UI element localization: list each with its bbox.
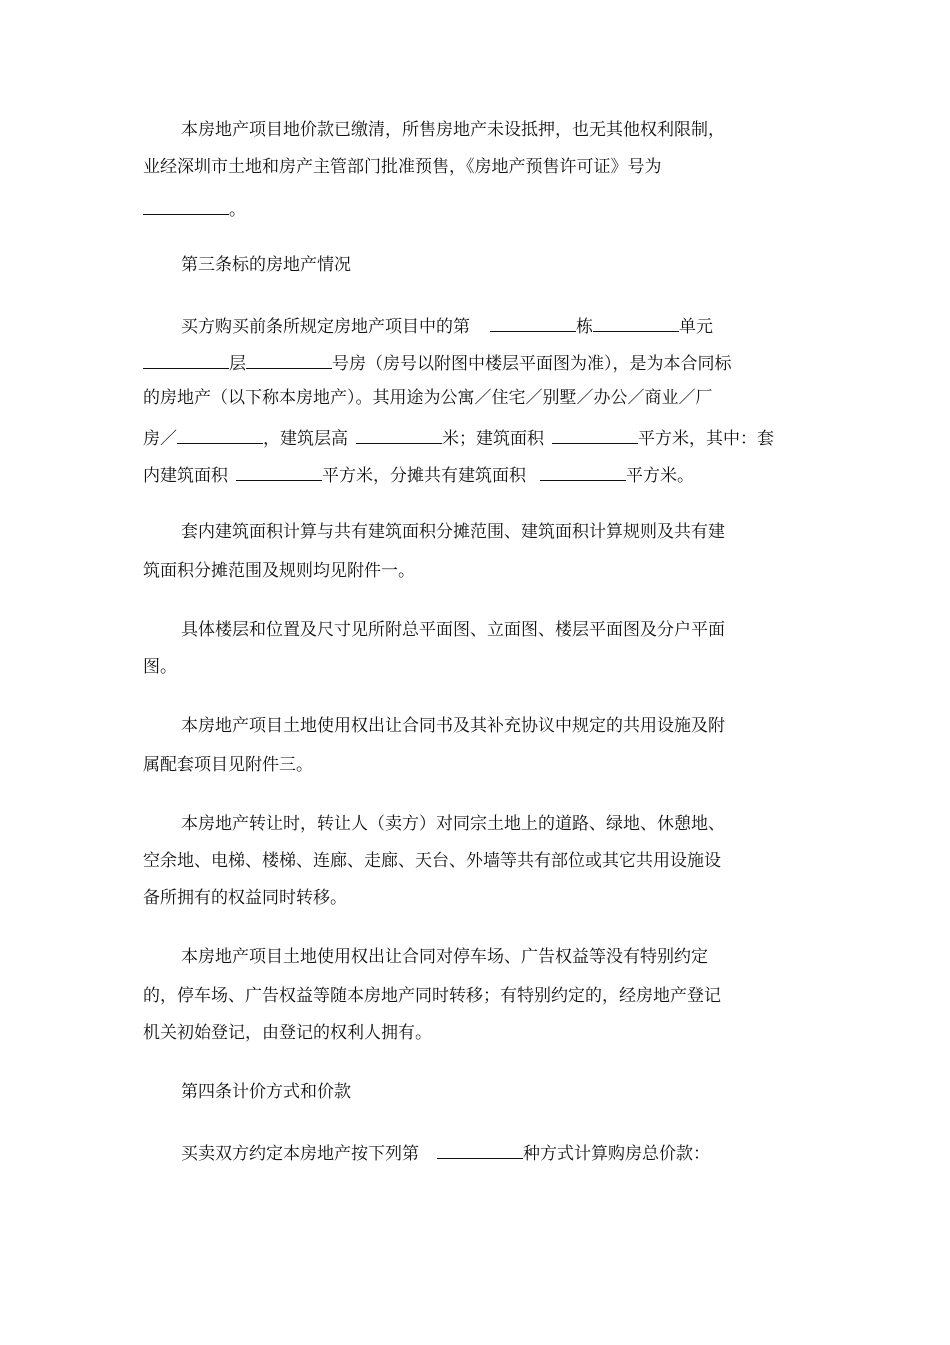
paragraph-6-line-2: 空余地、电梯、楼梯、连廊、走廊、天台、外墙等共有部位或其它共用设施设	[143, 851, 721, 871]
paragraph-8-line-1	[181, 1140, 710, 1165]
p2-text-a: 买方购买前条所规定房地产项目中的第	[181, 317, 470, 337]
p2-text-c: 单元	[679, 317, 713, 337]
p2-l5-text-a: 内建筑面积	[143, 466, 228, 486]
p2-l4-text-c: 米；建筑面积	[442, 429, 544, 449]
floor-blank	[143, 350, 229, 369]
p2-l5-text-b: 平方米，分摊共有建筑面积	[322, 466, 526, 486]
p2-l5-text-c: 平方米。	[626, 466, 694, 486]
paragraph-1-line-1: 本房地产项目地价款已缴清，所售房地产未设抵押，也无其他权利限制，	[181, 120, 725, 140]
building-blank	[490, 313, 576, 332]
p2-text-b: 栋	[576, 317, 593, 337]
paragraph-2-line-3: 的房地产（以下称本房地产）。其用途为公寓／住宅／别墅／办公／商业／厂	[143, 388, 713, 408]
p2-l2-text-b: 号房（房号以附图中楼层平面图为准），是为本合同标	[332, 354, 732, 374]
paragraph-2-line-1	[181, 313, 713, 338]
paragraph-2-line-5	[143, 462, 694, 487]
p8-text-b: 种方式计算购房总价款：	[523, 1144, 710, 1164]
article-3-heading: 第三条标的房地产情况	[181, 255, 351, 275]
paragraph-2-line-4	[143, 425, 774, 450]
p8-text-a: 买卖双方约定本房地产按下列第	[181, 1144, 419, 1164]
paragraph-1-line-3	[143, 196, 246, 221]
article-4-heading: 第四条计价方式和价款	[181, 1082, 351, 1102]
paragraph-2-line-2	[143, 350, 732, 375]
paragraph-4-line-1: 具体楼层和位置及尺寸见所附总平面图、立面图、楼层平面图及分户平面	[181, 620, 725, 640]
paragraph-4-line-2: 图。	[143, 657, 177, 677]
unit-blank	[593, 313, 679, 332]
paragraph-1-line-2: 业经深圳市土地和房产主管部门批准预售，《房地产预售许可证》号为	[143, 157, 662, 177]
paragraph-5-line-1: 本房地产项目土地使用权出让合同书及其补充协议中规定的共用设施及附	[181, 716, 725, 736]
permit-number-blank	[143, 196, 229, 215]
p2-l4-text-a: 房／	[143, 429, 177, 449]
paragraph-1-end: 。	[229, 200, 246, 220]
paragraph-3-line-2: 筑面积分摊范围及规则均见附件一。	[143, 561, 415, 581]
p2-l2-text-a: 层	[229, 354, 246, 374]
paragraph-3-line-1: 套内建筑面积计算与共有建筑面积分摊范围、建筑面积计算规则及共有建	[181, 522, 725, 542]
p2-l4-text-d: 平方米，其中：套	[638, 429, 774, 449]
usage-other-blank	[177, 425, 263, 444]
shared-area-blank	[540, 462, 626, 481]
room-number-blank	[246, 350, 332, 369]
inner-area-blank	[236, 462, 322, 481]
paragraph-6-line-3: 备所拥有的权益同时转移。	[143, 888, 347, 908]
paragraph-5-line-2: 属配套项目见附件三。	[143, 755, 313, 775]
p2-l4-text-b: ，建筑层高	[263, 429, 348, 449]
building-area-blank	[552, 425, 638, 444]
pricing-method-blank	[437, 1140, 523, 1159]
floor-height-blank	[356, 425, 442, 444]
paragraph-7-line-2: 的，停车场、广告权益等随本房地产同时转移；有特别约定的，经房地产登记	[143, 986, 721, 1006]
paragraph-6-line-1: 本房地产转让时，转让人（卖方）对同宗土地上的道路、绿地、休憩地、	[181, 814, 725, 834]
paragraph-7-line-3: 机关初始登记，由登记的权利人拥有。	[143, 1023, 432, 1043]
paragraph-7-line-1: 本房地产项目土地使用权出让合同对停车场、广告权益等没有特别约定	[181, 947, 708, 967]
